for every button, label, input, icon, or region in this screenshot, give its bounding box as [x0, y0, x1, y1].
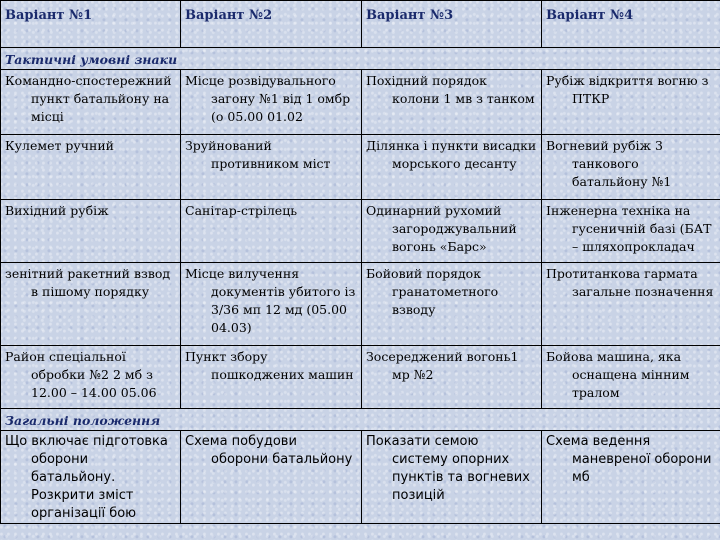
- cell-text: Інженерна техніка на гусеничній базі (БАТ – шляхопрокладач: [546, 203, 712, 254]
- table-row: [1, 263, 720, 346]
- table-cell: [362, 70, 542, 135]
- table-row: [1, 431, 720, 524]
- table-cell: [362, 346, 542, 409]
- cell-text: Бойовий порядок гранатометного взводу: [366, 266, 499, 317]
- table-cell: [181, 135, 362, 200]
- table-cell: [181, 200, 362, 263]
- cell-text: Місце розвідувального загону №1 від 1 омбр (о 05.00 01.02: [185, 73, 351, 124]
- cell-text: Командно-спостережний пункт батальйону на місці: [5, 73, 172, 124]
- header-variant-3: Варіант №3: [362, 1, 542, 48]
- table-cell: [542, 263, 720, 346]
- cell-text: Санітар-стрілець: [185, 203, 298, 218]
- cell-text: Схема побудови оборони батальйону: [185, 434, 353, 467]
- cell-text: Зруйнований противником міст: [185, 138, 331, 171]
- cell-text: Кулемет ручний: [5, 138, 114, 153]
- section-title-tactical: Тактичні умовні знаки: [1, 48, 720, 70]
- header-variant-2: Варіант №2: [181, 1, 362, 48]
- cell-text: Протитанкова гармата загальне позначення: [546, 266, 714, 299]
- table-row: [1, 135, 720, 200]
- cell-text: Ділянка і пункти висадки морського десанту: [366, 138, 537, 171]
- table-cell: [1, 263, 181, 346]
- cell-text: Вогневий рубіж 3 танкового батальйону №1: [546, 138, 672, 189]
- table-cell: [542, 70, 720, 135]
- table-cell: [362, 135, 542, 200]
- table-cell: [1, 70, 181, 135]
- cell-text: Похідний порядок колони 1 мв з танком: [366, 73, 535, 106]
- table-cell: [542, 346, 720, 409]
- table-cell: [1, 346, 181, 409]
- cell-text: Що включає підготовка оборони батальйону. Розкрити зміст організації бою: [5, 434, 168, 521]
- cell-text: Пункт збору пошкоджених машин: [185, 349, 354, 382]
- table-cell: [1, 135, 181, 200]
- cell-text: Одинарний рухомий загороджувальний вогонь «Барс»: [366, 203, 517, 254]
- table-cell: [181, 431, 362, 524]
- table-cell: [181, 263, 362, 346]
- table-cell: [181, 346, 362, 409]
- cell-text: Вихідний рубіж: [5, 203, 109, 218]
- cell-text: Місце вилучення документів убитого із 3/36 мп 12 мд (05.00 04.03): [185, 266, 356, 335]
- table-row: [1, 70, 720, 135]
- table-cell: [362, 200, 542, 263]
- cell-text: Показати семою систему опорних пунктів та вогневих позицій: [366, 434, 530, 503]
- header-row: [1, 1, 720, 48]
- table-cell: [1, 200, 181, 263]
- table-cell: [542, 200, 720, 263]
- table-cell: [1, 431, 181, 524]
- cell-text: зенітний ракетний взвод в пішому порядку: [5, 266, 171, 299]
- table-cell: [362, 431, 542, 524]
- table-row: [1, 200, 720, 263]
- cell-text: Рубіж відкриття вогню з ПТКР: [546, 73, 709, 106]
- table-cell: [362, 263, 542, 346]
- table-cell: [542, 431, 720, 524]
- cell-text: Зосереджений вогонь1 мр №2: [366, 349, 519, 382]
- cell-text: Район спеціальної обробки №2 2 мб з 12.00 – 14.00 05.06: [5, 349, 157, 400]
- cell-text: Бойова машина, яка оснащена мінним тралом: [546, 349, 690, 400]
- section-title-general: Загальні положення: [1, 409, 720, 431]
- table-row: [1, 346, 720, 409]
- header-variant-4: Варіант №4: [542, 1, 720, 48]
- header-variant-1: Варіант №1: [1, 1, 181, 48]
- table-cell: [181, 70, 362, 135]
- section-row-general: [1, 409, 720, 431]
- cell-text: Схема ведення маневреної оборони мб: [546, 434, 712, 485]
- section-row-tactical: [1, 48, 720, 70]
- table-cell: [542, 135, 720, 200]
